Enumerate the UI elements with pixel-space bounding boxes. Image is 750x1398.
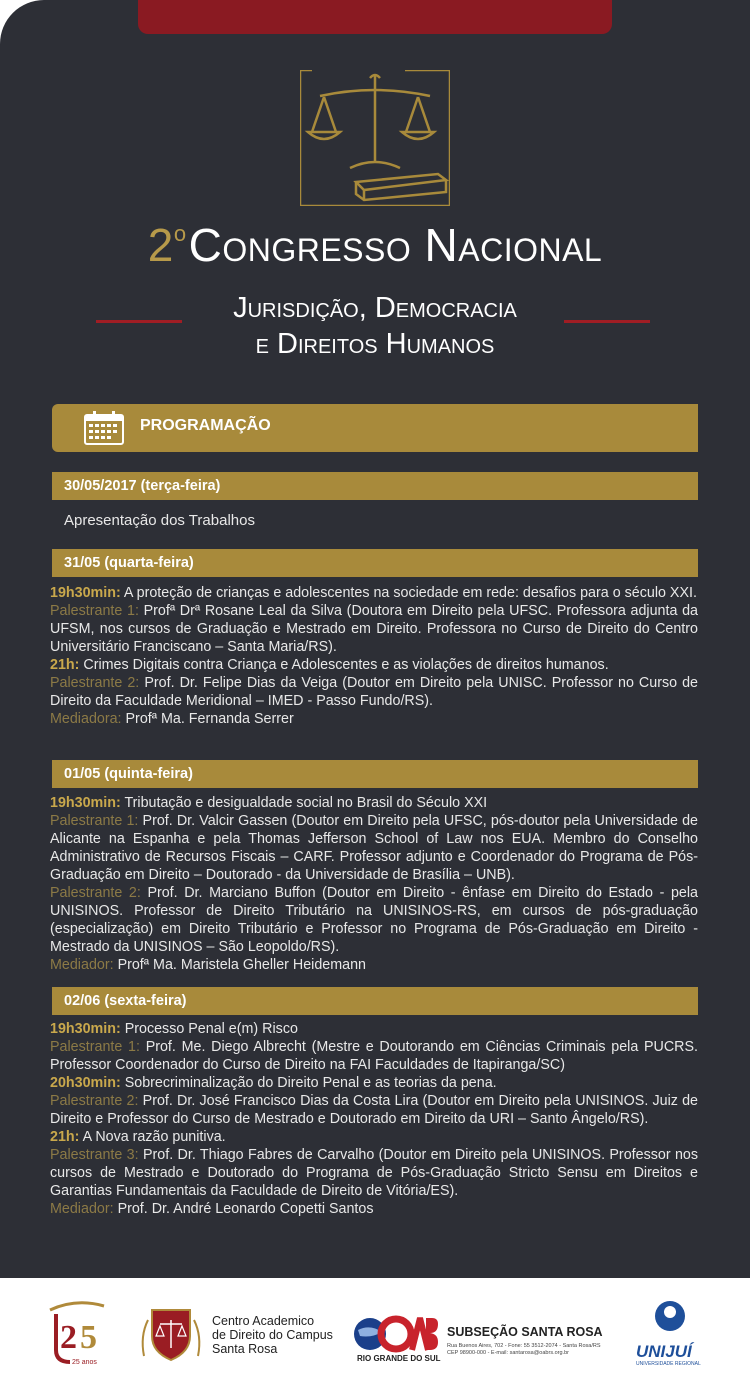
speaker-label: Palestrante 2:	[50, 1093, 139, 1109]
schedule-item	[50, 602, 698, 656]
scales-of-justice-icon	[300, 70, 450, 206]
anniversary-text: 25 anos	[72, 1359, 97, 1366]
top-ribbon	[138, 0, 612, 34]
subtitle-line-1: Jurisdição, Democracia	[233, 292, 517, 324]
speaker-label: Palestrante 2:	[50, 675, 140, 691]
svg-text:5: 5	[80, 1319, 97, 1356]
session-time: 19h30min:	[50, 585, 121, 601]
schedule-item	[50, 1200, 698, 1218]
schedule-item	[50, 710, 698, 728]
subsecao-title: SUBSEÇÃO SANTA ROSA	[447, 1325, 603, 1339]
speaker-label: Palestrante 1:	[50, 813, 139, 829]
day-header	[52, 472, 698, 500]
congress-title	[0, 218, 750, 272]
mediator-label: Mediador:	[50, 1201, 114, 1217]
session-title: Tributação e desigualdade social no Brasil do Século XXI	[124, 795, 488, 811]
mediator-name: Profª Ma. Fernanda Serrer	[125, 711, 294, 727]
session-title: Processo Penal e(m) Risco	[124, 1021, 298, 1037]
day-header	[52, 549, 698, 577]
day-content	[64, 512, 712, 530]
program-header	[52, 404, 698, 452]
centro-line-3: Santa Rosa	[212, 1342, 278, 1356]
schedule-item	[50, 956, 698, 974]
session-time: 19h30min:	[50, 1021, 121, 1037]
day-header	[52, 760, 698, 788]
session-title: Crimes Digitais contra Criança e Adolescentes e as violações de direitos humanos.	[83, 657, 609, 673]
day-date: 02/06 (sexta-feira)	[64, 993, 187, 1009]
svg-text:2: 2	[60, 1319, 77, 1356]
edition-number: 2	[147, 219, 174, 271]
schedule-item	[50, 794, 698, 812]
session-time: 19h30min:	[50, 795, 121, 811]
session-title: A Nova razão punitiva.	[82, 1129, 226, 1145]
day-content	[50, 584, 698, 728]
anniversary-logo-icon	[46, 1296, 108, 1372]
mediator-name: Profª Ma. Maristela Gheller Heidemann	[117, 957, 366, 973]
day-content	[50, 1020, 698, 1218]
shield-logo-icon	[138, 1306, 204, 1366]
program-label: PROGRAMAÇÃO	[140, 417, 271, 434]
schedule-item	[50, 812, 698, 884]
speaker-label: Palestrante 1:	[50, 603, 139, 619]
day-content	[50, 794, 698, 974]
speaker-label: Palestrante 1:	[50, 1039, 140, 1055]
session-title: A proteção de crianças e adolescentes na sociedade em rede: desafios para o século XXI.	[123, 585, 697, 601]
centro-line-1: Centro Academico	[212, 1314, 315, 1328]
unijui-subtitle: UNIVERSIDADE REGIONAL	[636, 1361, 701, 1367]
day-date: 30/05/2017 (terça-feira)	[64, 478, 221, 494]
speaker-label: Palestrante 3:	[50, 1147, 139, 1163]
edition-ordinal: o	[173, 221, 187, 246]
session-time: 20h30min:	[50, 1075, 121, 1091]
day-date: 01/05 (quinta-feira)	[64, 766, 193, 782]
schedule-item	[50, 656, 698, 674]
schedule-item	[50, 1146, 698, 1200]
schedule-item	[50, 584, 698, 602]
oab-caption: RIO GRANDE DO SUL	[357, 1354, 441, 1363]
mediator-name: Prof. Dr. André Leonardo Copetti Santos	[117, 1201, 374, 1217]
session-time: 21h:	[50, 1129, 80, 1145]
title-text: Congresso Nacional	[188, 219, 603, 271]
session-time: 21h:	[50, 657, 80, 673]
schedule-item	[50, 1074, 698, 1092]
session-title: Sobrecriminalização do Direito Penal e as teorias da pena.	[124, 1075, 497, 1091]
subsecao-info: Rua Buenos Aires, 702 - Fone: 55 3512-2074 - Santa Rosa/RS CEP 98900-000 - E-mail: santarosa@oabrs.org.br	[447, 1343, 601, 1356]
mediator-label: Mediadora:	[50, 711, 122, 727]
schedule-item	[50, 1038, 698, 1074]
oab-logo-icon	[352, 1314, 438, 1354]
speaker-bio: Profª Drª Rosane Leal da Silva (Doutora em Direito pela UFSC. Professora adjunta da UFSM, nos cursos de Graduação e Mestrado em Direito. Professora no Curso de Direito do Centro Universitário Franciscano – Santa Maria/RS).	[50, 603, 698, 655]
speaker-label: Palestrante 2:	[50, 885, 141, 901]
speaker-bio: Prof. Me. Diego Albrecht (Mestre e Doutorando em Ciências Criminais pela PUCRS. Professor Coordenador do Curso de Direito na FAI Faculdades de Itapiranga/SC)	[50, 1039, 698, 1073]
schedule-item	[50, 884, 698, 956]
unijui-logo-icon	[652, 1298, 688, 1340]
centro-academico-name	[212, 1314, 333, 1356]
schedule-item	[50, 674, 698, 710]
mediator-label: Mediador:	[50, 957, 114, 973]
calendar-icon	[84, 411, 124, 445]
subtitle-line-2: e Direitos Humanos	[255, 328, 495, 360]
speaker-bio: Prof. Dr. Valcir Gassen (Doutor em Direito pela UFSC, pós-doutor pela Universidade de Alicante na Espanha e pela Thomas Jefferson School of Law nos EUA. Membro do Conselho Administrativo de Recursos Fiscais – CARF. Professor adjunto e Coordenador do Programa de Pós-Graduação em Direito – Doutorado - da Universidade de Brasília – UNB).	[50, 813, 698, 883]
schedule-item	[50, 1020, 698, 1038]
day-date: 31/05 (quarta-feira)	[64, 555, 194, 571]
schedule-item	[50, 1092, 698, 1128]
day-header	[52, 987, 698, 1015]
day-text: Apresentação dos Trabalhos	[64, 512, 255, 529]
speaker-bio: Prof. Dr. Felipe Dias da Veiga (Doutor em Direito pela UNISC. Professor no Curso de Direito da Faculdade Meridional – IMED - Passo Fundo/RS).	[50, 675, 699, 709]
speaker-bio: Prof. Dr. Thiago Fabres de Carvalho (Doutor em Direito pela UNISINOS. Professor nos cursos de Mestrado e Doutorado do Programa de Pós-Graduação Stricto Sensu em Direitos e Garantias Fundamentais da Faculdade de Direito de Vitória/ES).	[50, 1147, 698, 1199]
speaker-bio: Prof. Dr. Marciano Buffon (Doutor em Direito - ênfase em Direito do Estado - pela UNISINOS. Professor de Direito Tributário na UNISINOS-RS, em cursos de pós-graduação (especialização) em Direito Tributário e Professor no Programa de Pós-Graduação em Direito - Mestrado da UNISINOS – São Leopoldo/RS).	[50, 885, 698, 955]
unijui-name: UNIJUÍ	[636, 1342, 692, 1361]
centro-line-2: de Direito do Campus	[212, 1328, 333, 1342]
speaker-bio: Prof. Dr. José Francisco Dias da Costa Lira (Doutor em Direito pela UNISINOS. Juiz de Direito e Professor do Curso de Mestrado e Doutorado em Direito da URI – Santo Ângelo/RS).	[50, 1093, 699, 1127]
schedule-item	[50, 1128, 698, 1146]
